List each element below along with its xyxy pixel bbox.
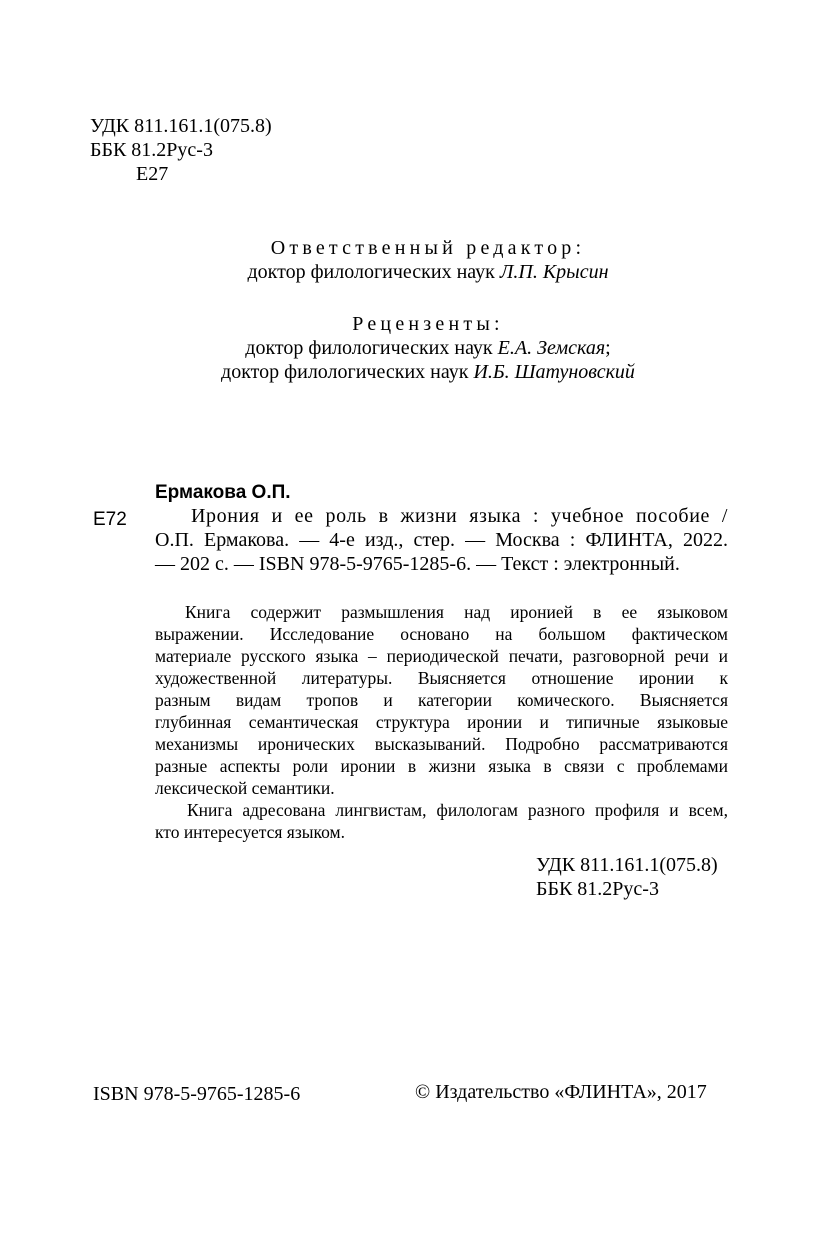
annotation-line: разные аспекты роли иронии в жизни языка в связи с проблемами <box>155 756 728 776</box>
reviewer-line <box>0 336 826 360</box>
bib-line: — 202 с. — ISBN 978-5-9765-1285-6. — Текст : электронный. <box>155 553 680 575</box>
udk-code: УДК 811.161.1(075.8) <box>536 854 718 876</box>
udk-block <box>90 114 272 186</box>
reviewer-prefix: доктор филологических наук <box>245 337 493 359</box>
author-heading: Ермакова О.П. <box>155 482 291 503</box>
copyright: © Издательство «ФЛИНТА», 2017 <box>415 1081 707 1103</box>
audience-line: Книга адресована лингвистам, филологам разного профиля и всем, <box>187 800 728 820</box>
annotation-line: разным видам тропов и категории комического. Выясняется <box>155 690 728 710</box>
reviewers-heading: Рецензенты: <box>352 313 504 335</box>
side-code: Е72 <box>93 509 127 530</box>
udk-code: УДК 811.161.1(075.8) <box>90 115 272 137</box>
editor-name: Л.П. Крысин <box>499 261 609 283</box>
annotation-line: лексической семантики. <box>155 778 335 798</box>
reviewer-prefix: доктор филологических наук <box>221 361 469 383</box>
classification-repeat <box>536 853 718 901</box>
bbk-code: ББК 81.2Рус-3 <box>536 878 659 900</box>
reviewer-suffix: ; <box>605 337 611 359</box>
bbk-code: ББК 81.2Рус-3 <box>90 139 213 161</box>
bibliographic-description <box>155 504 728 576</box>
editor-heading: Ответственный редактор: <box>270 237 586 259</box>
editor-block <box>0 236 826 284</box>
author-sign: Е27 <box>136 163 169 185</box>
reviewer-name: И.Б. Шатуновский <box>473 361 635 383</box>
annotation-line: художественной литературы. Выясняется отношение иронии к <box>155 668 728 688</box>
reviewers-block <box>0 312 826 384</box>
editor-prefix: доктор филологических наук <box>247 261 495 283</box>
reviewer-line <box>0 360 826 384</box>
annotation-line: механизмы иронических высказываний. Подробно рассматриваются <box>155 734 728 754</box>
reviewer-name: Е.А. Земская <box>497 337 606 359</box>
annotation-line: глубинная семантическая структура иронии и типичные языковые <box>155 712 728 732</box>
bib-line: О.П. Ермакова. — 4-е изд., стер. — Москва : ФЛИНТА, 2022. <box>155 529 728 551</box>
editor-line <box>0 260 826 284</box>
audience-line: кто интересуется языком. <box>155 822 345 842</box>
annotation <box>155 601 728 843</box>
annotation-line: Книга содержит размышления над иронией в ее языковом <box>185 602 728 622</box>
isbn: ISBN 978-5-9765-1285-6 <box>93 1083 301 1105</box>
annotation-line: материале русского языка – периодической печати, разговорной речи и <box>155 646 728 666</box>
bib-line: Ирония и ее роль в жизни языка : учебное пособие / <box>191 505 728 527</box>
annotation-line: выражении. Исследование основано на большом фактическом <box>155 624 728 644</box>
